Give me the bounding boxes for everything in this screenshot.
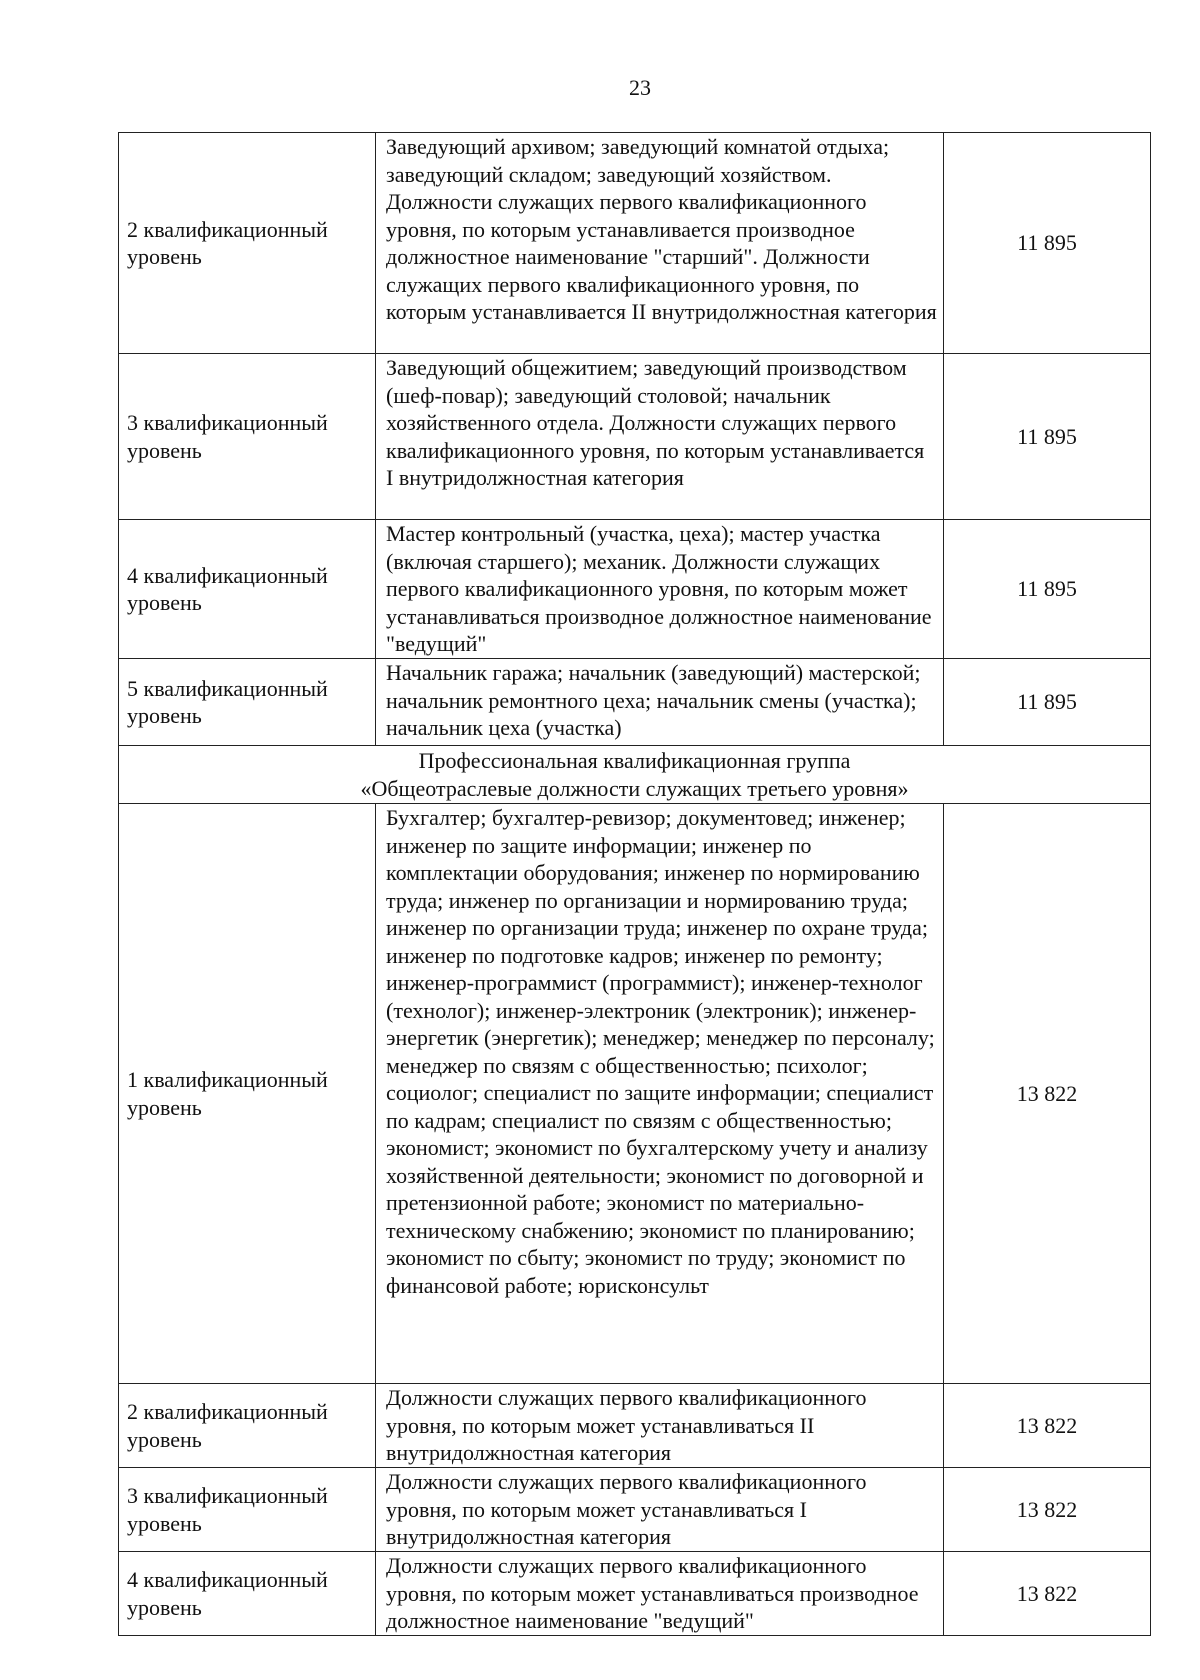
table-row — [119, 1468, 1151, 1552]
table-row — [119, 133, 1151, 354]
salary-cell: 11 895 — [944, 354, 1151, 520]
positions-cell: Должности служащих первого квалификационного уровня, по которым может устанавливаться I внутридолжностная категория — [376, 1468, 944, 1552]
table-row — [119, 804, 1151, 1384]
level-cell: 3 квалификационный уровень — [119, 354, 376, 520]
positions-cell: Начальник гаража; начальник (заведующий) мастерской; начальник ремонтного цеха; начальник смены (участка); начальник цеха (участка) — [376, 659, 944, 746]
level-cell: 2 квалификационный уровень — [119, 133, 376, 354]
group-header-line-2: «Общеотраслевые должности служащих третьего уровня» — [360, 775, 909, 801]
salary-cell: 11 895 — [944, 133, 1151, 354]
table-row — [119, 1384, 1151, 1468]
salary-cell: 13 822 — [944, 1468, 1151, 1552]
salary-cell: 11 895 — [944, 659, 1151, 746]
salary-cell: 13 822 — [944, 804, 1151, 1384]
table-row — [119, 659, 1151, 746]
salary-cell: 13 822 — [944, 1384, 1151, 1468]
page-number: 23 — [629, 75, 651, 100]
positions-cell: Заведующий архивом; заведующий комнатой отдыха; заведующий складом; заведующий хозяйством. Должности служащих первого квалификационного уровня, по которым устанавливается производное должностное наименование "старший". Должности служащих первого квалификационного уровня, по которым устанавливается II внутридолжностная категория — [376, 133, 944, 354]
positions-cell: Должности служащих первого квалификационного уровня, по которым может устанавливаться II внутридолжностная категория — [376, 1384, 944, 1468]
salary-cell: 11 895 — [944, 520, 1151, 659]
salary-cell: 13 822 — [944, 1552, 1151, 1636]
group-header-line-1: Профессиональная квалификационная группа — [418, 748, 851, 773]
table-row — [119, 520, 1151, 659]
level-cell: 3 квалификационный уровень — [119, 1468, 376, 1552]
group-header — [119, 746, 1151, 804]
table-row — [119, 354, 1151, 520]
positions-cell: Бухгалтер; бухгалтер-ревизор; документовед; инженер; инженер по защите информации; инженер по комплектации оборудования; инженер по нормированию труда; инженер по организации и нормированию труда; инженер по организации труда; инженер по охране труда; инженер по подготовке кадров; инженер по ремонту; инженер-программист (программист); инженер-технолог (технолог); инженер-электроник (электроник); инженер-энергетик (энергетик); менеджер; менеджер по персоналу; менеджер по связям с общественностью; психолог; социолог; специалист по защите информации; специалист по кадрам; специалист по связям с общественностью; экономист; экономист по бухгалтерскому учету и анализу хозяйственной деятельности; экономист по договорной и претензионной работе; экономист по материально-техническому снабжению; экономист по планированию; экономист по сбыту; экономист по труду; экономист по финансовой работе; юрисконсульт — [376, 804, 944, 1384]
table-row — [119, 1552, 1151, 1636]
level-cell: 2 квалификационный уровень — [119, 1384, 376, 1468]
positions-cell: Заведующий общежитием; заведующий производством (шеф-повар); заведующий столовой; начальник хозяйственного отдела. Должности служащих первого квалификационного уровня, по которым устанавливается I внутридолжностная категория — [376, 354, 944, 520]
positions-cell: Мастер контрольный (участка, цеха); мастер участка (включая старшего); механик. Должности служащих первого квалификационного уровня, по которым может устанавливаться производное должностное наименование "ведущий" — [376, 520, 944, 659]
level-cell: 4 квалификационный уровень — [119, 520, 376, 659]
group-header-row — [119, 746, 1151, 804]
level-cell: 4 квалификационный уровень — [119, 1552, 376, 1636]
qualification-table — [118, 132, 1151, 1636]
level-cell: 1 квалификационный уровень — [119, 804, 376, 1384]
positions-cell: Должности служащих первого квалификационного уровня, по которым может устанавливаться производное должностное наименование "ведущий" — [376, 1552, 944, 1636]
level-cell: 5 квалификационный уровень — [119, 659, 376, 746]
